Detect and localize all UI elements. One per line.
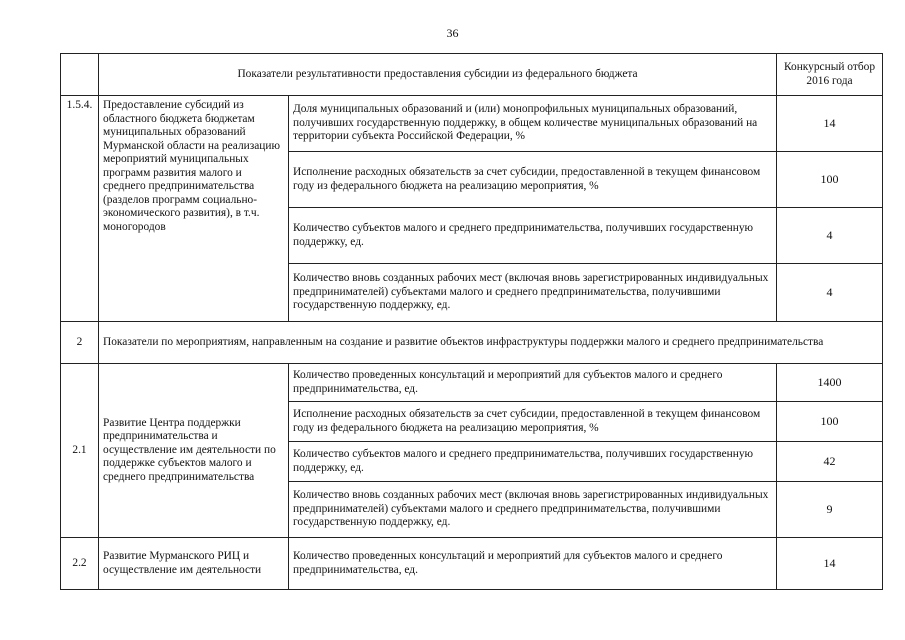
indicator-value: 14	[777, 96, 883, 152]
indicator-text: Количество проведенных консультаций и мероприятий для субъектов малого и среднего предпринимательства, ед.	[289, 364, 777, 402]
indicator-value: 100	[777, 152, 883, 208]
indicator-value: 42	[777, 442, 883, 482]
header-empty-cell	[61, 54, 99, 96]
section-number: 2.2	[61, 538, 99, 590]
section-title: Показатели по мероприятиям, направленным на создание и развитие объектов инфраструктуры поддержки малого и среднего предпринимательства	[99, 322, 883, 364]
section-number: 2.1	[61, 364, 99, 538]
section-number: 1.5.4.	[61, 96, 99, 322]
table-header-row	[61, 54, 883, 96]
table-row	[61, 96, 883, 152]
section-header-row	[61, 322, 883, 364]
event-description: Предоставление субсидий из областного бюджета бюджетам муниципальных образований Мурманской области на реализацию мероприятий муниципальных программ развития малого и среднего предпринимательства (разделов программ социально-экономического развития), в т.ч. моногородов	[99, 96, 289, 322]
indicator-text: Количество субъектов малого и среднего предпринимательства, получивших государственную поддержку, ед.	[289, 442, 777, 482]
indicator-value: 14	[777, 538, 883, 590]
indicator-value: 1400	[777, 364, 883, 402]
indicator-text: Исполнение расходных обязательств за счет субсидии, предоставленной в текущем финансовом году из федерального бюджета на реализацию мероприятия, %	[289, 152, 777, 208]
indicator-text: Количество вновь созданных рабочих мест (включая вновь зарегистрированных индивидуальных предпринимателей) субъектами малого и среднего предпринимательства, получившими государственную поддержку, ед.	[289, 482, 777, 538]
indicators-table	[60, 53, 883, 590]
indicator-text: Количество вновь созданных рабочих мест (включая вновь зарегистрированных индивидуальных предпринимателей) субъектами малого и среднего предпринимательства, получившими государственную поддержку, ед.	[289, 264, 777, 322]
table-row	[61, 364, 883, 402]
event-description: Развитие Центра поддержки предпринимательства и осуществление им деятельности по поддержке субъектов малого и среднего предпринимательства	[99, 364, 289, 538]
table-row	[61, 538, 883, 590]
indicator-value: 9	[777, 482, 883, 538]
header-title: Показатели результативности предоставления субсидии из федерального бюджета	[99, 54, 777, 96]
indicator-value: 100	[777, 402, 883, 442]
indicator-value: 4	[777, 208, 883, 264]
indicator-text: Исполнение расходных обязательств за счет субсидии, предоставленной в текущем финансовом году из федерального бюджета на реализацию мероприятия, %	[289, 402, 777, 442]
header-competition: Конкурсный отбор 2016 года	[777, 54, 883, 96]
page-number: 36	[446, 26, 459, 40]
indicator-text: Доля муниципальных образований и (или) монопрофильных муниципальных образований, получивших государственную поддержку, в общем количестве муниципальных образований на территории субъекта Российской Федерации, %	[289, 96, 777, 152]
indicator-text: Количество субъектов малого и среднего предпринимательства, получивших государственную поддержку, ед.	[289, 208, 777, 264]
section-number: 2	[61, 322, 99, 364]
indicator-text: Количество проведенных консультаций и мероприятий для субъектов малого и среднего предпринимательства, ед.	[289, 538, 777, 590]
event-description: Развитие Мурманского РИЦ и осуществление им деятельности	[99, 538, 289, 590]
indicator-value: 4	[777, 264, 883, 322]
